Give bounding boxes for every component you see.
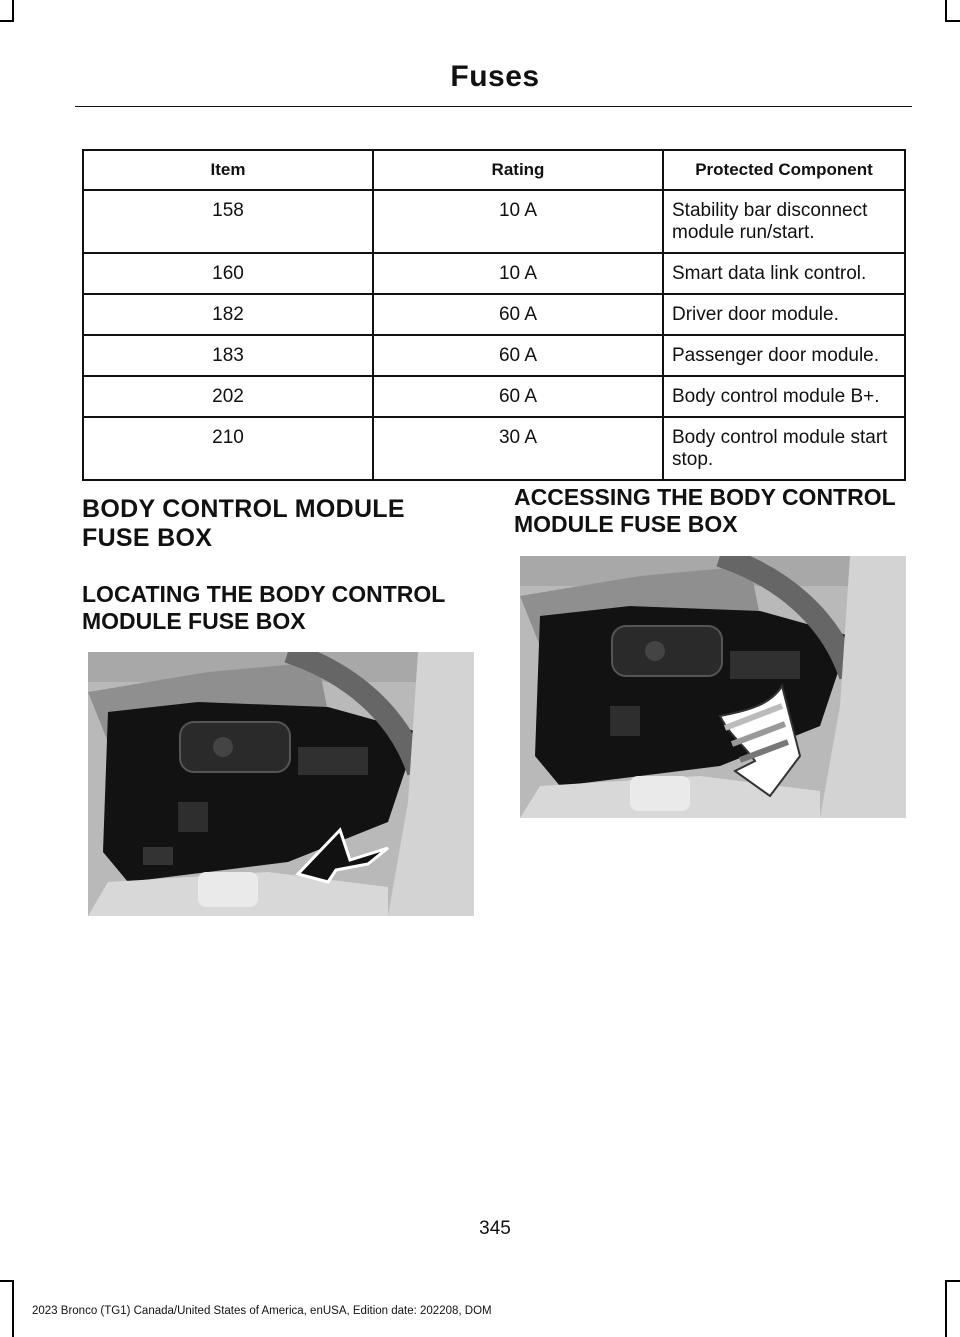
locating-heading: LOCATING THE BODY CONTROL MODULE FUSE BOX bbox=[82, 581, 445, 634]
fuse-table bbox=[82, 149, 906, 481]
table-row bbox=[83, 190, 905, 253]
crop-mark bbox=[0, 1280, 12, 1282]
crop-mark bbox=[947, 20, 960, 22]
cell-rating: 30 A bbox=[373, 417, 663, 480]
cell-item: 158 bbox=[83, 190, 373, 253]
cell-component: Passenger door module. bbox=[663, 335, 905, 376]
accessing-fuse-box-figure bbox=[520, 556, 906, 818]
cell-rating: 60 A bbox=[373, 335, 663, 376]
locating-illustration bbox=[88, 652, 474, 916]
column-header-component: Protected Component bbox=[663, 150, 905, 190]
cell-component: Body control module start stop. bbox=[663, 417, 905, 480]
section-heading-line: FUSE BOX bbox=[82, 524, 213, 552]
table-row bbox=[83, 417, 905, 480]
locating-fuse-box-figure bbox=[88, 652, 474, 916]
crop-mark bbox=[12, 1280, 14, 1337]
cell-item: 182 bbox=[83, 294, 373, 335]
page-number: 345 bbox=[479, 1218, 511, 1239]
cell-item: 183 bbox=[83, 335, 373, 376]
table-row bbox=[83, 376, 905, 417]
cell-item: 160 bbox=[83, 253, 373, 294]
table-row bbox=[83, 335, 905, 376]
cell-component: Stability bar disconnect module run/start. bbox=[663, 190, 905, 253]
section-heading bbox=[82, 495, 405, 553]
cell-rating: 10 A bbox=[373, 190, 663, 253]
table-row bbox=[83, 294, 905, 335]
table-header-row bbox=[83, 150, 905, 190]
accessing-illustration bbox=[520, 556, 906, 818]
crop-mark bbox=[12, 0, 14, 22]
crop-mark bbox=[0, 20, 12, 22]
crop-mark bbox=[945, 1280, 947, 1337]
crop-mark bbox=[945, 0, 947, 22]
table-row bbox=[83, 253, 905, 294]
cell-component: Body control module B+. bbox=[663, 376, 905, 417]
cell-rating: 60 A bbox=[373, 294, 663, 335]
cell-component: Smart data link control. bbox=[663, 253, 905, 294]
crop-mark bbox=[947, 1280, 960, 1282]
header-rule bbox=[75, 106, 912, 107]
cell-component: Driver door module. bbox=[663, 294, 905, 335]
page-footer: 2023 Bronco (TG1) Canada/United States of America, enUSA, Edition date: 202208, DOM bbox=[32, 1305, 492, 1317]
cell-rating: 10 A bbox=[373, 253, 663, 294]
cell-item: 202 bbox=[83, 376, 373, 417]
cell-item: 210 bbox=[83, 417, 373, 480]
section-heading-line: BODY CONTROL MODULE bbox=[82, 495, 405, 523]
page-title: Fuses bbox=[450, 60, 540, 93]
column-header-rating: Rating bbox=[373, 150, 663, 190]
cell-rating: 60 A bbox=[373, 376, 663, 417]
column-header-item: Item bbox=[83, 150, 373, 190]
accessing-heading: ACCESSING THE BODY CONTROL MODULE FUSE BOX bbox=[514, 484, 896, 537]
